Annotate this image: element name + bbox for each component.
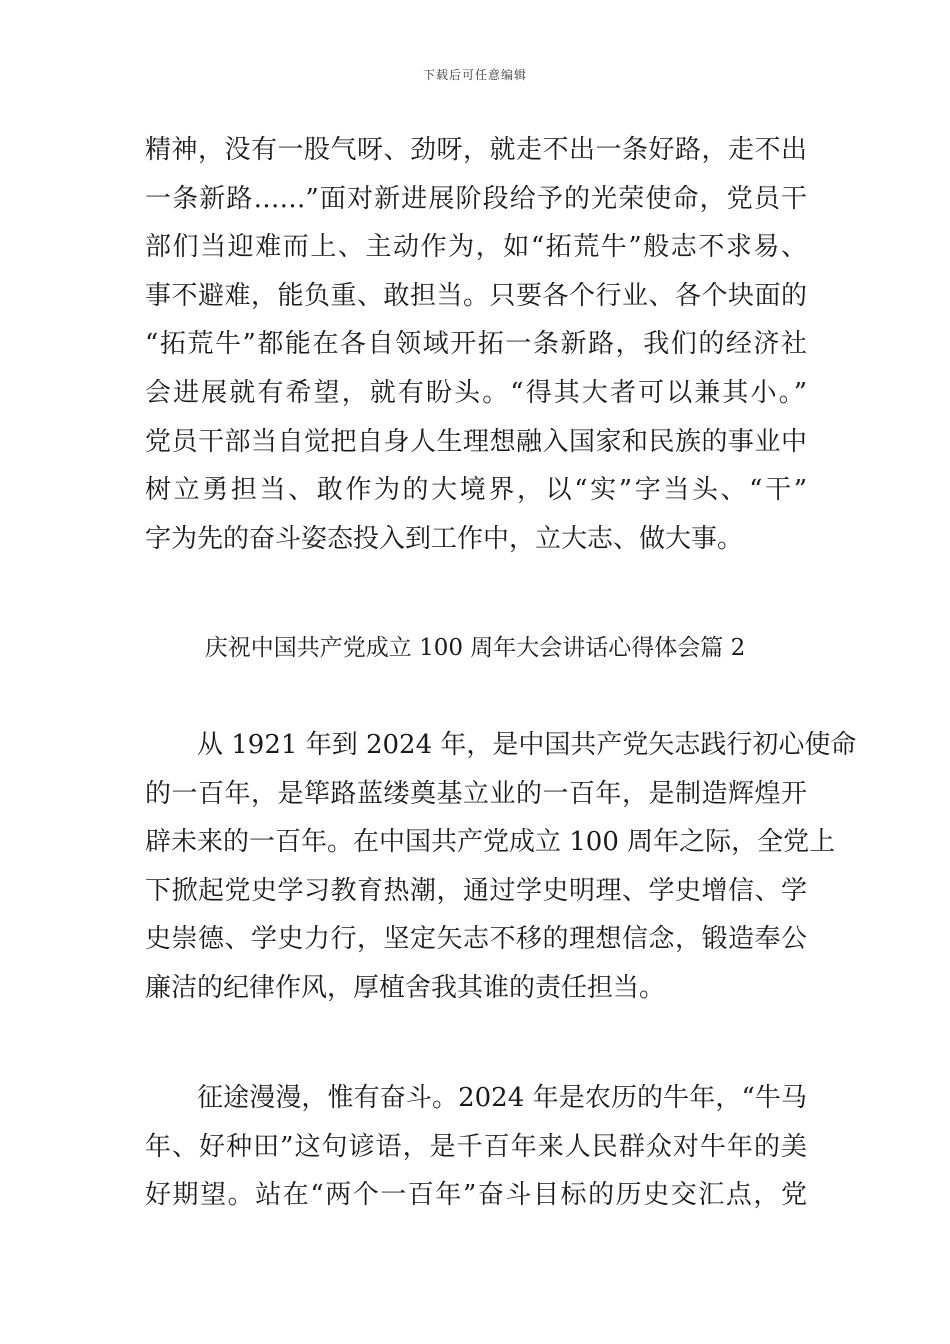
paragraph-line: 字为先的奋斗姿态投入到工作中，立大志、做大事。 (145, 523, 744, 554)
paragraph-line: 史崇德、学史力行，坚定矢志不移的理想信念，锻造奉公 (145, 924, 807, 955)
paragraph-line: 的一百年，是筚路蓝缕奠基立业的一百年，是制造辉煌开 (145, 778, 807, 809)
paragraph-3 (145, 1074, 807, 1220)
paragraph-1 (145, 126, 807, 563)
paragraph-line: 年、好种田”这句谚语，是千百年来人民群众对牛年的美 (145, 1131, 807, 1162)
paragraph-line: 精神，没有一股气呀、劲呀，就走不出一条好路，走不出 (145, 135, 807, 165)
paragraph-line: 事不避难，能负重、敢担当。只要各个行业、各个块面的 (145, 280, 807, 311)
paragraph-line: 辟未来的一百年。在中国共产党成立 100 周年之际，全党上 (145, 827, 836, 858)
paragraph-line: 党员干部当自觉把自身人生理想融入国家和民族的事业中 (145, 426, 807, 457)
paragraph-line: 征途漫漫，惟有奋斗。2024 年是农历的牛年，“牛马 (197, 1083, 807, 1113)
paragraph-line: 会进展就有希望，就有盼头。“得其大者可以兼其小。” (145, 377, 807, 408)
paragraph-line: 廉洁的纪律作风，厚植舍我其谁的责任担当。 (145, 972, 666, 1003)
paragraph-line: 下掀起党史学习教育热潮，通过学史明理、学史增信、学 (145, 875, 807, 906)
paragraph-line: 好期望。站在“两个一百年”奋斗目标的历史交汇点，党 (145, 1180, 807, 1211)
paragraph-line: 从 1921 年到 2024 年，是中国共产党矢志践行初心使命 (197, 730, 857, 760)
section-heading: 庆祝中国共产党成立 100 周年大会讲话心得体会篇 2 (204, 635, 746, 661)
paragraph-line: “拓荒牛”都能在各自领域开拓一条新路，我们的经济社 (145, 329, 807, 360)
paragraph-line: 树立勇担当、敢作为的大境界，以“实”字当头、“干” (145, 475, 807, 506)
paragraph-line: 部们当迎难而上、主动作为，如“拓荒牛”般志不求易、 (145, 232, 807, 263)
header-note: 下载后可任意编辑 (422, 68, 527, 82)
paragraph-line: 一条新路……”面对新进展阶段给予的光荣使命，党员干 (145, 183, 807, 214)
paragraph-2 (145, 721, 857, 1013)
